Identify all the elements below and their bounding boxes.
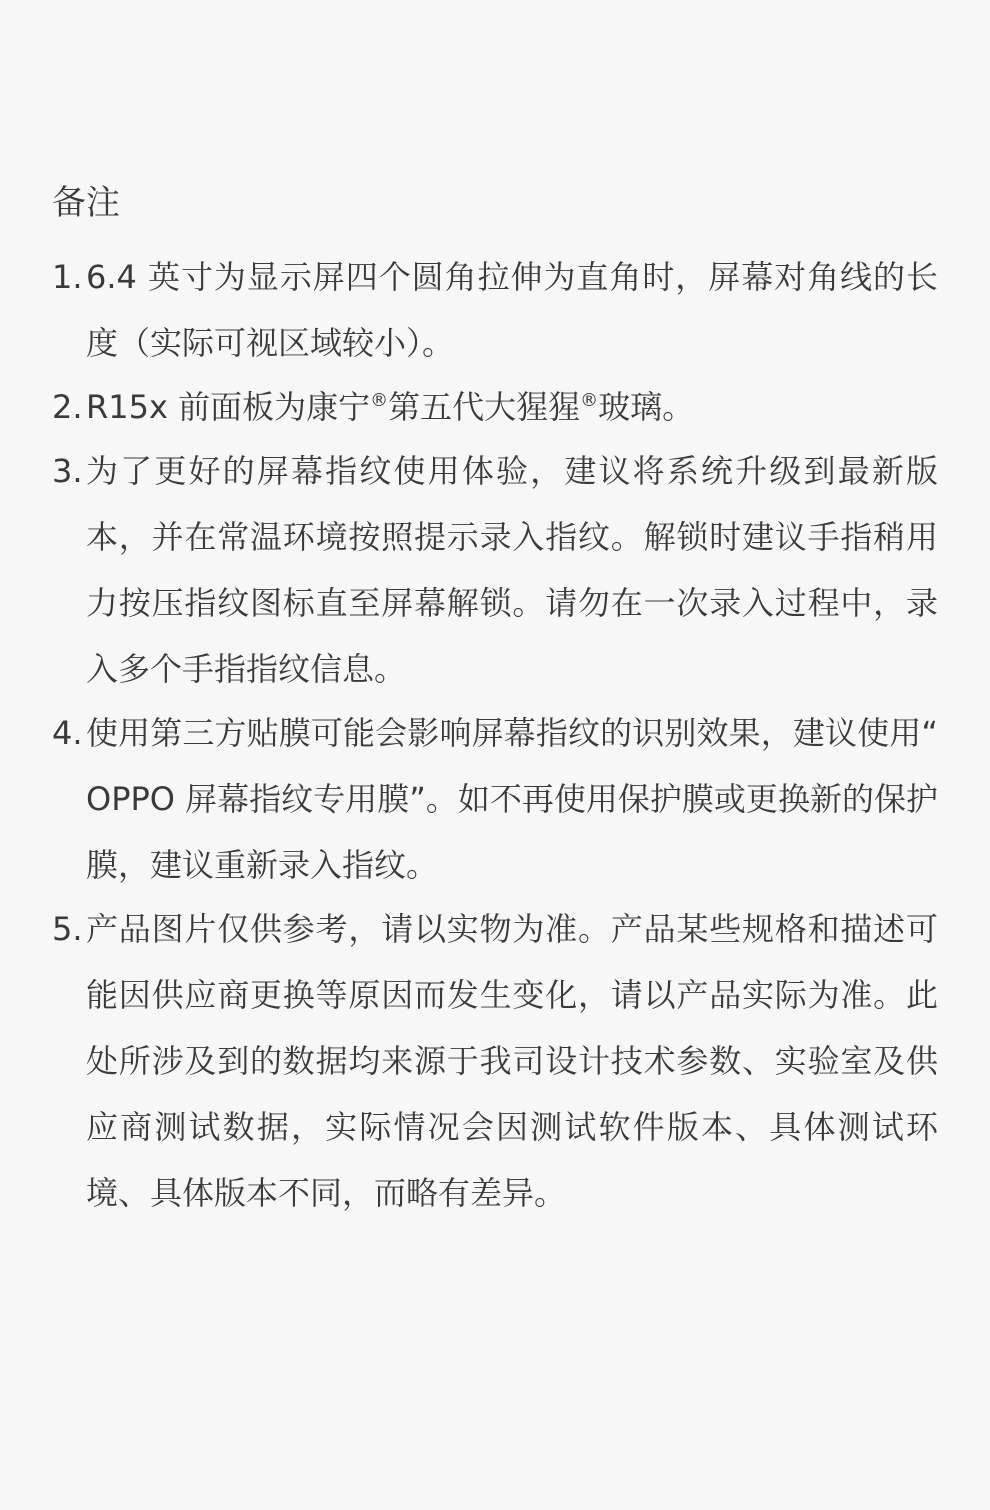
notes-section: [52, 180, 938, 1226]
note-item-3: [52, 438, 938, 702]
note-text-part: R15x 前面板为康宁: [86, 388, 371, 426]
note-item-5: [52, 896, 938, 1226]
note-text: 产品图片仅供参考，请以实物为准。产品某些规格和描述可能因供应商更换等原因而发生变化，请以产品实际为准。此处所涉及到的数据均来源于我司设计技术参数、实验室及供应商测试数据，实际情况会因测试软件版本、具体测试环境、具体版本不同，而略有差异。: [86, 910, 938, 1212]
note-number: 3.: [52, 452, 83, 490]
note-number: 2.: [52, 388, 83, 426]
note-text-part: 玻璃。: [598, 388, 695, 426]
note-text-part: 第五代大猩猩: [388, 388, 581, 426]
note-number: 5.: [52, 910, 83, 948]
registered-mark: ®: [370, 390, 389, 411]
note-item-4: [52, 700, 938, 898]
note-text: [86, 374, 938, 440]
registered-mark: ®: [580, 390, 599, 411]
note-number: 1.: [52, 258, 83, 296]
note-number: 4.: [52, 714, 83, 752]
note-item-2: [52, 374, 938, 440]
note-text: 为了更好的屏幕指纹使用体验，建议将系统升级到最新版本，并在常温环境按照提示录入指纹。解锁时建议手指稍用力按压指纹图标直至屏幕解锁。请勿在一次录入过程中，录入多个手指指纹信息。: [86, 452, 938, 688]
notes-list: [52, 244, 938, 1226]
notes-title: 备注: [52, 183, 120, 223]
note-text: 6.4 英寸为显示屏四个圆角拉伸为直角时，屏幕对角线的长度（实际可视区域较小）。: [86, 258, 938, 362]
note-item-1: [52, 244, 938, 376]
note-text: 使用第三方贴膜可能会影响屏幕指纹的识别效果，建议使用“ OPPO 屏幕指纹专用膜”。如不再使用保护膜或更换新的保护膜，建议重新录入指纹。: [86, 714, 938, 884]
